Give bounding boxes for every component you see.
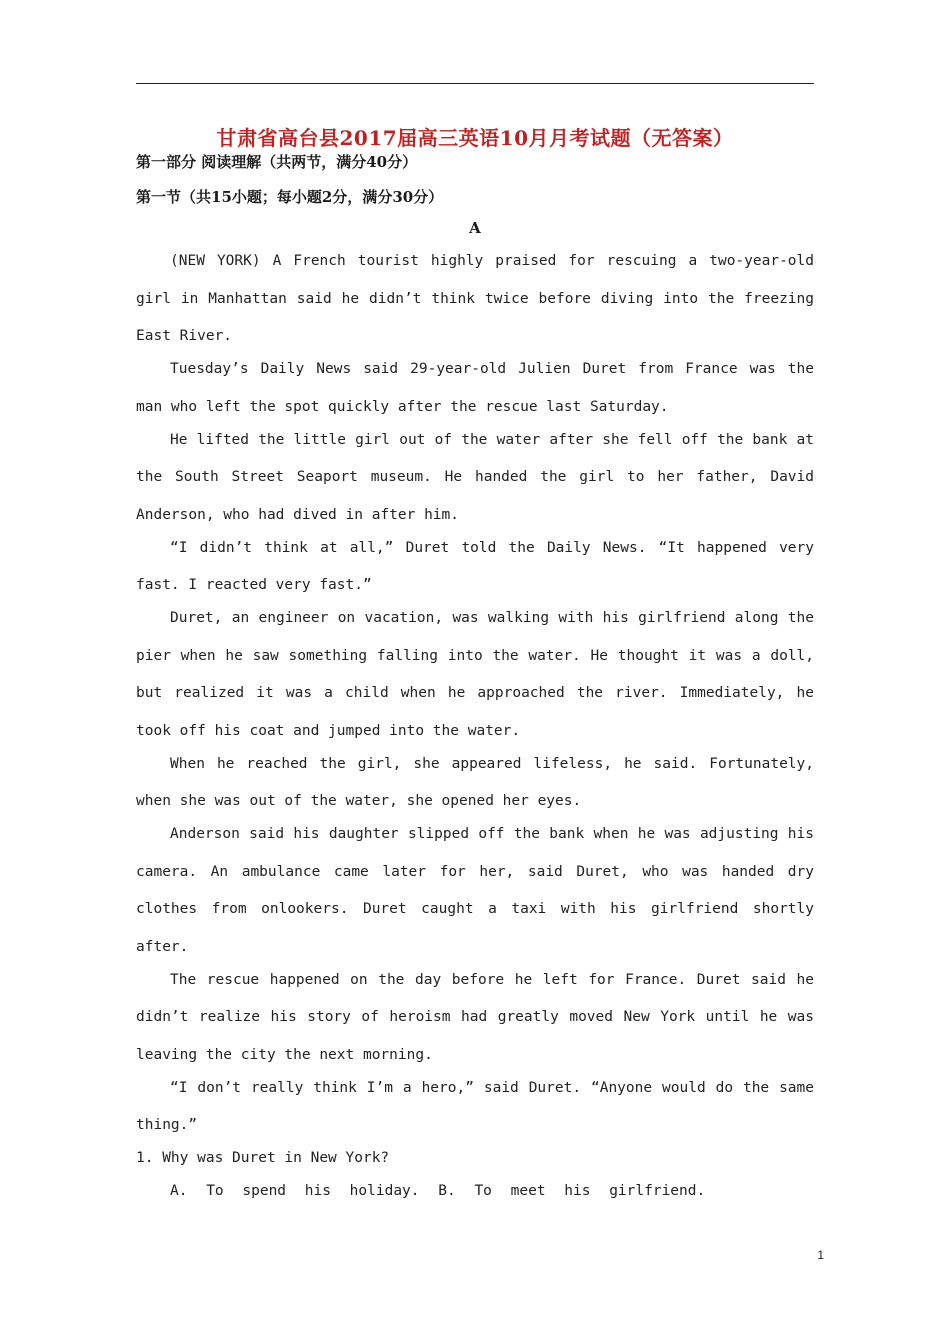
part-heading: 第一部分 阅读理解（共两节，满分40分） [136, 153, 418, 171]
passage-label: A [469, 219, 481, 237]
passage-paragraph: “I don’t really think I’m a hero,” said Duret. “Anyone would do the same thing.” [136, 1079, 814, 1133]
passage-paragraph: Tuesday’s Daily News said 29-year-old Julien Duret from France was the man who left the spot quickly after the rescue last Saturday. [136, 361, 814, 415]
passage-paragraph: Duret, an engineer on vacation, was walking with his girlfriend along the pier when he saw something falling into the water. He thought it was a doll, but realized it was a child when he approached the river. Immediately, he took off his coat and jumped into the water. [136, 610, 814, 739]
passage-paragraph: “I didn’t think at all,” Duret told the Daily News. “It happened very fast. I reacted very fast.” [136, 539, 814, 593]
option-a: A. To spend his holiday. [170, 1183, 420, 1199]
section-heading: 第一节（共15小题；每小题2分，满分30分） [136, 188, 444, 206]
passage-paragraph: Anderson said his daughter slipped off the bank when he was adjusting his camera. An ambulance came later for her, said Duret, who was handed dry clothes from onlookers. Duret caught a taxi with his girlfriend shortly after. [136, 826, 814, 955]
page-number: 1 [817, 1248, 824, 1262]
question-stem: 1. Why was Duret in New York? [136, 1150, 390, 1166]
question-options [136, 1173, 814, 1211]
reading-passage [136, 243, 814, 1211]
option-b: B. To meet his girlfriend. [438, 1183, 706, 1199]
passage-paragraph: When he reached the girl, she appeared lifeless, he said. Fortunately, when she was out of the water, she opened her eyes. [136, 755, 814, 809]
exam-title: 甘肃省高台县2017届高三英语10月月考试题（无答案） [216, 126, 734, 150]
passage-paragraph: The rescue happened on the day before he left for France. Duret said he didn’t realize his story of heroism had greatly moved New York until he was leaving the city the next morning. [136, 971, 814, 1063]
passage-paragraph: (NEW YORK) A French tourist highly praised for rescuing a two-year-old girl in Manhattan said he didn’t think twice before diving into the freezing East River. [136, 253, 814, 344]
header-rule [136, 83, 814, 84]
passage-paragraph: He lifted the little girl out of the water after she fell off the bank at the South Street Seaport museum. He handed the girl to her father, David Anderson, who had dived in after him. [136, 431, 814, 523]
